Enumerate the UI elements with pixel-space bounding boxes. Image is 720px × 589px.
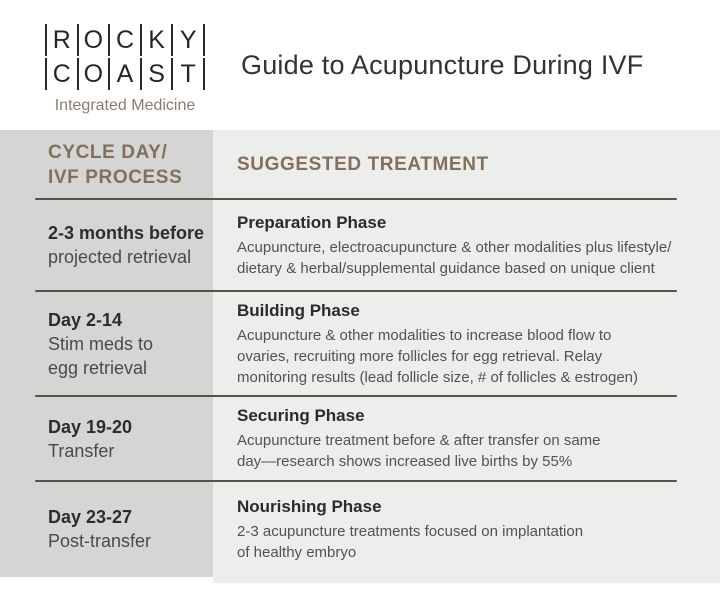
- phase-title: Building Phase: [237, 300, 360, 320]
- logo-letter: S: [140, 58, 172, 90]
- logo-letter: R: [45, 24, 77, 56]
- phase-description-line: dietary & herbal/supplemental guidance based on unique client: [237, 259, 655, 277]
- rocky-coast-logo: [45, 24, 205, 115]
- phase-description-line: Acupuncture, electroacupuncture & other modalities plus lifestyle/: [237, 238, 672, 256]
- treatment-cell: [213, 199, 720, 291]
- cycle-day-cell: [0, 291, 213, 396]
- phase-description-line: Acupuncture & other modalities to increase blood flow to: [237, 326, 612, 344]
- logo-row-coast: [45, 58, 205, 90]
- treatment-cell: [213, 396, 720, 481]
- table-row-preparation: [0, 199, 720, 291]
- phase-description-line: monitoring results (lead follicle size, # of follicles & estrogen): [237, 368, 639, 386]
- cycle-day-label: Day 2-14: [48, 309, 123, 330]
- phase-title: Preparation Phase: [237, 212, 387, 232]
- page-title: Guide to Acupuncture During IVF: [241, 50, 644, 80]
- phase-description-line: 2-3 acupuncture treatments focused on implantation: [237, 522, 584, 540]
- row-divider: [35, 198, 677, 200]
- header-section: [0, 0, 720, 130]
- column-header-cycle-day: [0, 130, 213, 199]
- cycle-day-sublabel: egg retrieval: [48, 357, 148, 378]
- phase-title: Nourishing Phase: [237, 496, 382, 516]
- cycle-day-cell: [0, 199, 213, 291]
- phase-description-line: of healthy embryo: [237, 543, 357, 561]
- row-divider: [35, 395, 677, 397]
- treatment-cell: [213, 481, 720, 577]
- cycle-day-sublabel: Post-transfer: [48, 531, 152, 551]
- cycle-day-sublabel: Stim meds to: [48, 333, 154, 354]
- table-header-row: [0, 130, 720, 199]
- treatment-table: [0, 130, 720, 589]
- cycle-day-cell: [0, 481, 213, 577]
- phase-description-line: day—research shows increased live births by 55%: [237, 453, 573, 470]
- logo-letter: O: [77, 58, 109, 90]
- cycle-day-sublabel: Transfer: [48, 440, 115, 461]
- table-row-securing: [0, 396, 720, 481]
- row-divider: [35, 480, 677, 482]
- phase-description-line: ovaries, recruiting more follicles for egg retrieval. Relay: [237, 347, 603, 365]
- treatment-cell: [213, 291, 720, 396]
- phase-description-line: Acupuncture treatment before & after transfer on same: [237, 432, 601, 449]
- cycle-day-label: 2-3 months before: [48, 223, 205, 243]
- logo-letter: C: [45, 58, 77, 90]
- logo-letter: O: [77, 24, 109, 56]
- phase-title: Securing Phase: [237, 406, 365, 425]
- cycle-day-label: Day 19-20: [48, 416, 133, 437]
- column-header-line: CYCLE DAY/: [48, 141, 168, 163]
- logo-letter: T: [171, 58, 205, 90]
- logo-row-rocky: [45, 24, 205, 56]
- column-header-line: SUGGESTED TREATMENT: [237, 154, 489, 175]
- table-row-building: [0, 291, 720, 396]
- column-header-suggested-treatment: [213, 130, 720, 199]
- logo-letter: K: [140, 24, 172, 56]
- cycle-day-cell: [0, 396, 213, 481]
- logo-letter: A: [108, 58, 140, 90]
- table-row-nourishing: [0, 481, 720, 577]
- column-header-line: IVF PROCESS: [48, 166, 183, 188]
- cycle-day-label: Day 23-27: [48, 507, 133, 527]
- row-divider: [35, 290, 677, 292]
- cycle-day-sublabel: projected retrieval: [48, 247, 192, 267]
- logo-tagline: Integrated Medicine: [54, 97, 196, 114]
- logo-letter: C: [108, 24, 140, 56]
- logo-letter: Y: [171, 24, 205, 56]
